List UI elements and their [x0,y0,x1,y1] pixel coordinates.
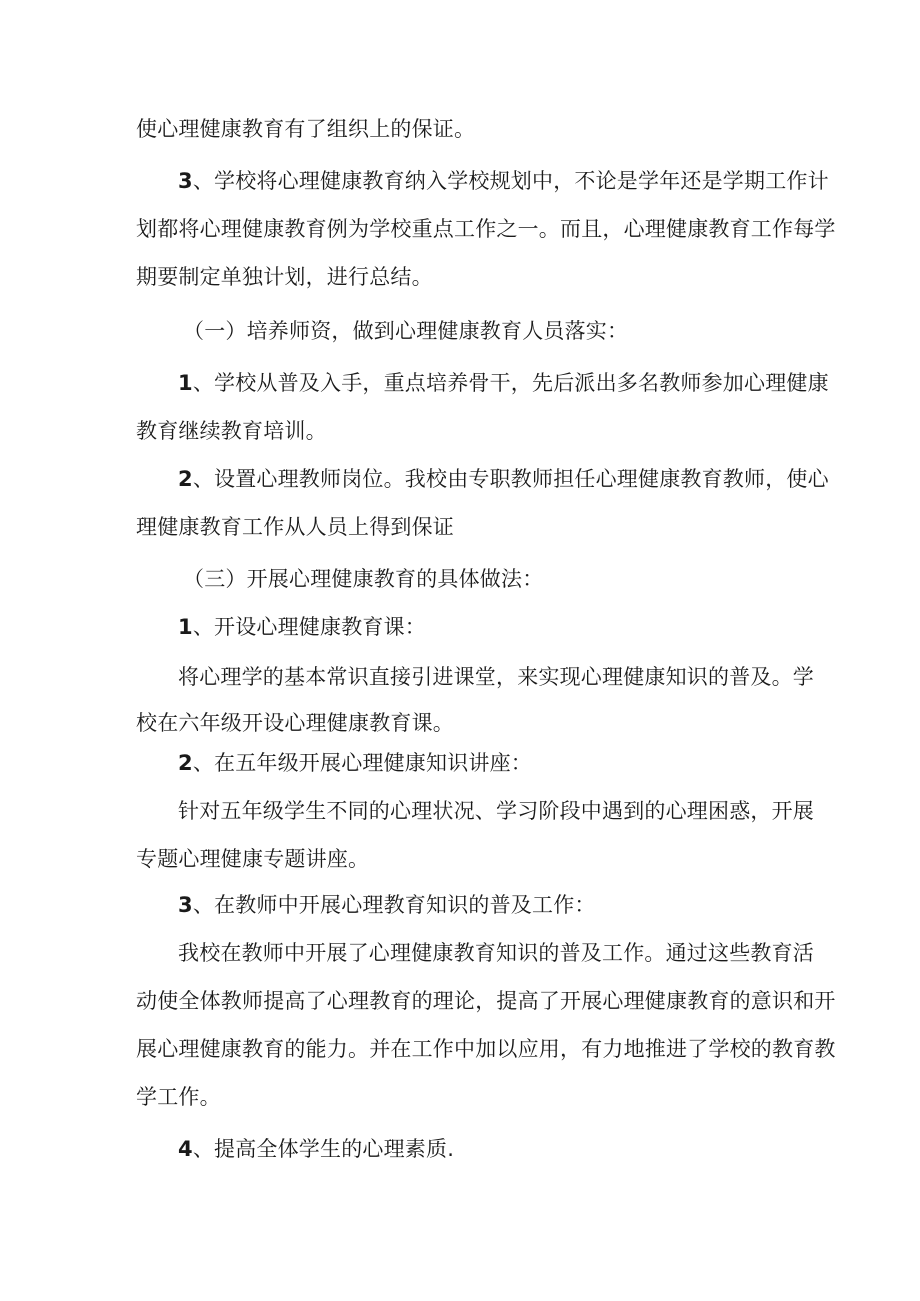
paragraph-line [178,166,829,196]
line-text: 动使全体教师提高了心理教育的理论，提高了开展心理健康教育的意识和开 [136,989,836,1013]
line-text: 、开设心理健康教育课： [192,615,427,639]
item-number: 1 [178,371,193,395]
line-text: 、在五年级开展心理健康知识讲座： [192,751,533,775]
paragraph-line [136,512,454,542]
paragraph-line [178,748,532,778]
line-text: 学工作。 [136,1085,221,1109]
line-text: 理健康教育工作从人员上得到保证 [136,515,454,539]
item-number: 3 [178,893,193,917]
line-text: 专题心理健康专题讲座。 [136,847,370,871]
line-text: 针对五年级学生不同的心理状况、学习阶段中遇到的心理困惑，开展 [178,799,814,823]
item-number: 2 [178,467,193,491]
paragraph-line [178,938,814,968]
paragraph-line [178,368,829,398]
paragraph-line [178,890,596,920]
line-text: （一）培养师资，做到心理健康教育人员落实： [183,319,629,343]
item-number: 2 [178,751,193,775]
section-heading [183,564,543,594]
paragraph-line [136,708,454,738]
line-text: 、在教师中开展心理教育知识的普及工作： [192,893,596,917]
item-number: 1 [178,615,193,639]
paragraph-line [178,1134,454,1164]
paragraph-line [136,114,475,144]
paragraph-line [136,416,327,446]
line-text: 使心理健康教育有了组织上的保证。 [136,117,476,141]
line-text: 、学校将心理健康教育纳入学校规划中，不论是学年还是学期工作计 [192,169,829,193]
paragraph-line [136,1082,221,1112]
section-heading [183,316,628,346]
line-text: 、学校从普及入手，重点培养骨干，先后派出多名教师参加心理健康 [192,371,829,395]
paragraph-line [178,464,829,494]
paragraph-line [178,612,426,642]
line-text: 校在六年级开设心理健康教育课。 [136,711,454,735]
line-text: 期要制定单独计划，进行总结。 [136,265,433,289]
line-text: 将心理学的基本常识直接引进课堂，来实现心理健康知识的普及。学 [178,665,814,689]
line-text: 划都将心理健康教育例为学校重点工作之一。而且，心理健康教育工作每学 [136,217,836,241]
line-text: （三）开展心理健康教育的具体做法： [183,567,544,591]
line-text: 教育继续教育培训。 [136,419,327,443]
paragraph-line [136,986,836,1016]
paragraph-line [136,214,836,244]
item-number: 3 [178,169,193,193]
line-text: 、设置心理教师岗位。我校由专职教师担任心理健康教育教师，使心 [192,467,829,491]
paragraph-line [136,262,433,292]
paragraph-line [178,796,814,826]
line-text: 展心理健康教育的能力。并在工作中加以应用，有力地推进了学校的教育教 [136,1037,836,1061]
paragraph-line [136,844,369,874]
paragraph-line [136,1034,836,1064]
line-text: 、提高全体学生的心理素质. [192,1137,455,1161]
line-text: 我校在教师中开展了心理健康教育知识的普及工作。通过这些教育活 [178,941,814,965]
item-number: 4 [178,1137,193,1161]
paragraph-line [178,662,814,692]
